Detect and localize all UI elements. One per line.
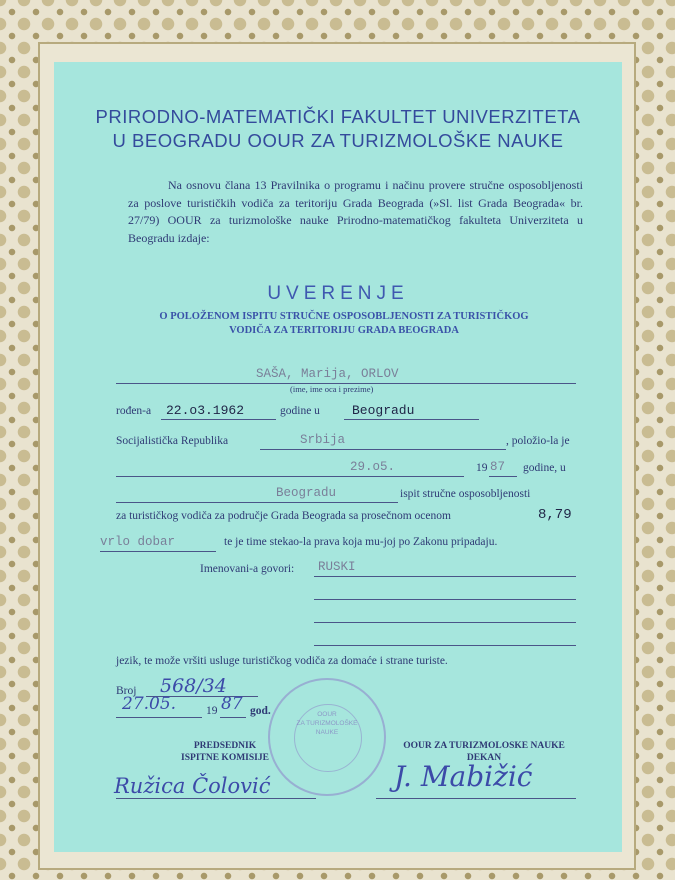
exam-date-line	[116, 476, 464, 477]
issue-date-line	[116, 717, 202, 718]
republic-line	[260, 449, 506, 450]
certificate-subtitle	[94, 310, 594, 338]
holder-name: SAŠA, Marija, ORLOV	[256, 367, 399, 381]
president-signature: Ružica Čolović	[114, 774, 271, 798]
certificate-sheet	[54, 62, 622, 852]
republic-label: Socijalistička Republika	[116, 435, 229, 447]
stamp-text	[270, 710, 384, 737]
president-title-line2: ISPITNE KOMISIJE	[181, 752, 269, 763]
dean-signature-line	[376, 798, 576, 799]
birth-date: 22.o3.1962	[166, 403, 245, 418]
born-label: rođen-a	[116, 405, 152, 417]
dean-signature: J. Mabižić	[394, 760, 533, 793]
languages-label: Imenovani-a govori:	[200, 563, 295, 575]
birth-place-line	[344, 419, 479, 420]
certificate-title: UVERENJE	[267, 283, 409, 304]
passed-label: , položio-la je	[506, 435, 570, 447]
birth-place-label: godine u	[280, 405, 320, 417]
republic-value: Srbija	[300, 433, 346, 447]
exam-year-line	[489, 476, 517, 477]
languages-line-4	[314, 645, 576, 646]
exam-date-label: godine, u	[523, 462, 566, 474]
issue-year-suffix: 87	[221, 694, 243, 714]
stamp-line2: ZA TURIZMOLOŠKE	[296, 720, 358, 727]
issue-date-label: god.	[250, 705, 271, 717]
stamp-line3: NAUKE	[315, 729, 339, 736]
number-label: Broj	[116, 685, 137, 697]
intro-paragraph: Na osnovu člana 13 Pravilnika o programu i načinu provere stručne osposobljenosti za poslove turističkih vodiča za teritoriju Grada Beograda (»Sl. list Grada Beograda« br. 27/79) OOUR za turizmološke nauke Prirodno-matematičkog fakulteta Univerziteta u Beogradu izdaje:	[128, 178, 583, 245]
score-value: 8,79	[538, 507, 572, 523]
faculty-heading-line1: PRIRODNO-MATEMATIČKI FAKULTET UNIVERZITETA	[95, 106, 581, 127]
languages-value: RUSKI	[318, 560, 356, 574]
exam-year-prefix: 19	[476, 462, 488, 474]
president-signature-line	[116, 798, 316, 799]
score-label: za turističkog vodiča za područje Grada Beograda sa prosečnom ocenom	[116, 510, 451, 522]
number-value: 568/34	[160, 675, 227, 697]
subtitle-line1: O POLOŽENOM ISPITU STRUČNE OSPOSOBLJENOSTI ZA TURISTIČKOG	[159, 311, 529, 322]
grade-label: te je time stekao-la prava koja mu-joj po Zakonu pripadaju.	[224, 536, 498, 548]
name-caption: (ime, ime oca i prezime)	[290, 384, 374, 394]
languages-line-2	[314, 599, 576, 600]
birth-date-line	[161, 419, 276, 420]
exam-year-suffix: 87	[490, 460, 506, 474]
dean-title-line1: OOUR ZA TURIZMOLOSKE NAUKE	[403, 741, 565, 751]
grade-line	[100, 551, 216, 552]
closing-sentence: jezik, te može vršiti usluge turističkog vodiča za domaće i strane turiste.	[116, 655, 448, 667]
grade-value: vrlo dobar	[100, 535, 176, 549]
exam-place-label: ispit stručne osposobljenosti	[400, 488, 531, 500]
issue-year-line	[220, 717, 246, 718]
languages-line-3	[314, 622, 576, 623]
languages-line-1	[314, 576, 576, 577]
subtitle-line2: VODIČA ZA TERITORIJU GRADA BEOGRADA	[229, 325, 459, 336]
birth-place: Beogradu	[352, 403, 415, 418]
issue-day-month: 27.05.	[122, 694, 177, 714]
exam-place: Beogradu	[276, 486, 337, 500]
president-title-line1: PREDSEDNIK	[193, 741, 257, 751]
official-stamp	[268, 678, 386, 796]
dean-title-line2: DEKAN	[466, 752, 502, 763]
exam-place-line	[116, 502, 398, 503]
faculty-heading-line2: U BEOGRADU OOUR ZA TURIZMOLOŠKE NAUKE	[112, 130, 564, 151]
issue-year-prefix: 19	[206, 705, 218, 717]
exam-day-month: 29.o5.	[350, 460, 396, 474]
stamp-line1: OOUR	[317, 711, 337, 718]
